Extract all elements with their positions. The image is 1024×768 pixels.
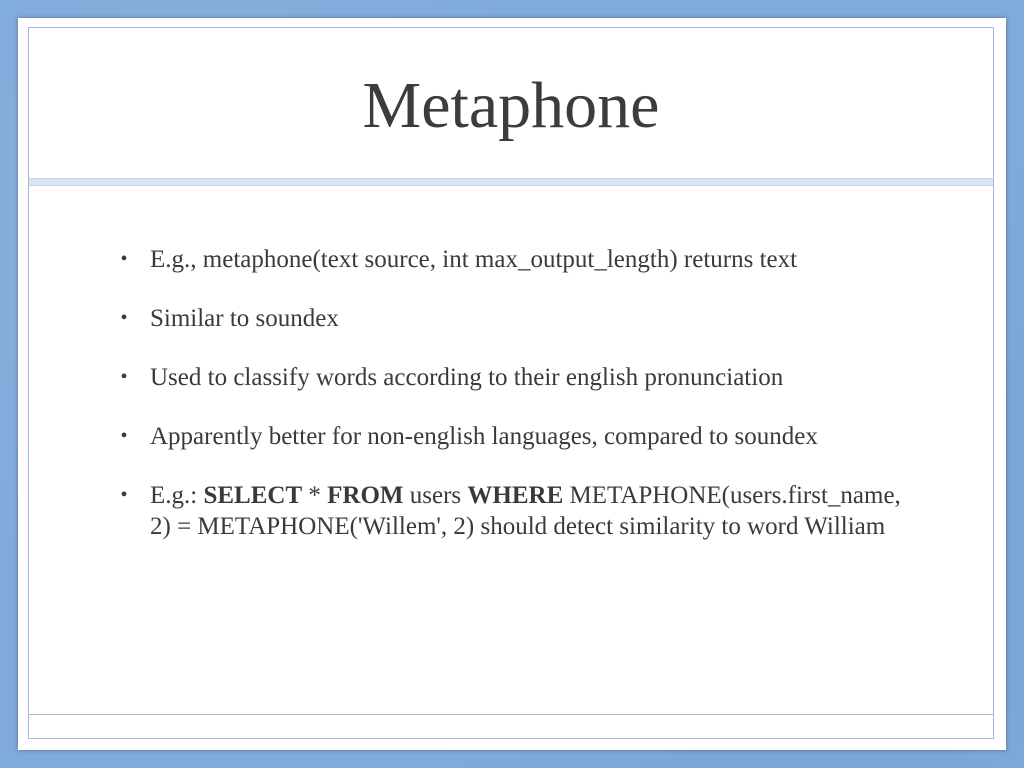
- bullet-dot-icon: •: [120, 425, 128, 447]
- sql-prefix: E.g.:: [150, 482, 204, 509]
- title-divider: [29, 178, 993, 186]
- sql-keyword-where: WHERE: [467, 482, 564, 509]
- title-area: [29, 28, 993, 178]
- sql-table: users: [403, 482, 468, 509]
- footer-divider: [29, 714, 993, 715]
- bullet-dot-icon: •: [120, 248, 128, 270]
- bullet-text: Apparently better for non-english languages, compared to soundex: [150, 423, 818, 450]
- bullet-item: [114, 421, 914, 452]
- sql-keyword-from: FROM: [327, 482, 404, 509]
- bullet-text: Similar to soundex: [150, 305, 339, 332]
- slide-title: Metaphone: [362, 69, 660, 142]
- bullet-dot-icon: •: [120, 366, 128, 388]
- bullet-dot-icon: •: [120, 307, 128, 329]
- slide: [18, 18, 1006, 750]
- bullet-text: E.g., metaphone(text source, int max_output_length) returns text: [150, 246, 798, 273]
- bullet-list: [114, 244, 914, 542]
- bullet-item: [114, 480, 914, 542]
- sql-keyword-select: SELECT: [203, 482, 303, 509]
- sql-star: *: [302, 482, 328, 509]
- bullet-item: [114, 362, 914, 393]
- bullet-dot-icon: •: [120, 484, 128, 506]
- bullet-item: [114, 244, 914, 275]
- bullet-text: Used to classify words according to their english pronunciation: [150, 364, 784, 391]
- bullet-text-sql: [150, 482, 901, 540]
- slide-content: [114, 244, 914, 570]
- sql-rest: METAPHONE(users.first_name, 2) = METAPHONE('Willem', 2) should detect similarity to word William: [150, 482, 901, 540]
- bullet-item: [114, 303, 914, 334]
